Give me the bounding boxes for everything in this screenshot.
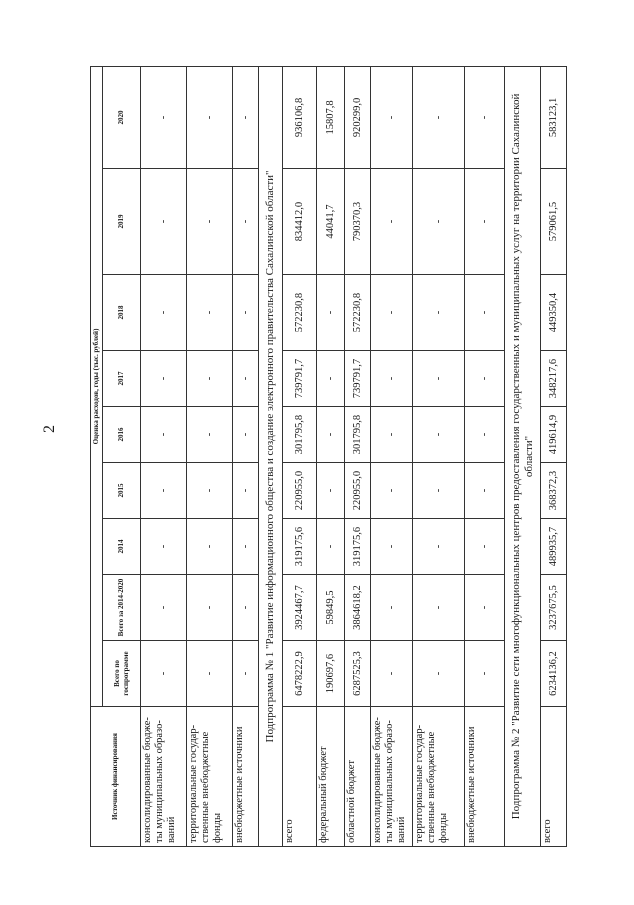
value-cell: 572230,8 bbox=[345, 275, 371, 351]
col-header: Всего по госпрограмме bbox=[103, 641, 141, 707]
financing-table bbox=[90, 66, 567, 847]
subprogram-title-row bbox=[259, 66, 283, 846]
value-cell: - bbox=[141, 641, 187, 707]
value-cell: - bbox=[317, 351, 345, 407]
table-row bbox=[141, 66, 187, 846]
value-cell: - bbox=[141, 575, 187, 641]
value-cell: - bbox=[187, 519, 233, 575]
row-label: внебюджетные источники bbox=[465, 707, 505, 847]
table-row bbox=[187, 66, 233, 846]
value-cell: - bbox=[317, 407, 345, 463]
value-cell: - bbox=[187, 275, 233, 351]
value-cell: - bbox=[141, 275, 187, 351]
value-cell: 319175,6 bbox=[345, 519, 371, 575]
value-cell: - bbox=[317, 519, 345, 575]
value-cell: - bbox=[233, 275, 259, 351]
value-cell: - bbox=[465, 169, 505, 275]
value-cell: 368372,3 bbox=[541, 463, 567, 519]
value-cell: - bbox=[413, 275, 465, 351]
row-label: всего bbox=[541, 707, 567, 847]
value-cell: - bbox=[187, 66, 233, 168]
col-header: Всего за 2014-2020 bbox=[103, 575, 141, 641]
value-cell: - bbox=[413, 575, 465, 641]
value-cell: - bbox=[233, 169, 259, 275]
value-cell: - bbox=[317, 275, 345, 351]
value-cell: - bbox=[371, 275, 413, 351]
value-cell: - bbox=[465, 275, 505, 351]
value-cell: - bbox=[233, 351, 259, 407]
value-cell: 190697,6 bbox=[317, 641, 345, 707]
value-cell: 936106,8 bbox=[283, 66, 317, 168]
row-label: территориальные государ-ственные внебюджетные фонды bbox=[413, 707, 465, 847]
value-cell: - bbox=[371, 641, 413, 707]
col-header: 2016 bbox=[103, 407, 141, 463]
value-cell: 6478222,9 bbox=[283, 641, 317, 707]
value-cell: 583123,1 bbox=[541, 66, 567, 168]
value-cell: - bbox=[465, 66, 505, 168]
value-cell: - bbox=[413, 351, 465, 407]
value-cell: - bbox=[187, 407, 233, 463]
row-label: внебюджетные источники bbox=[233, 707, 259, 847]
table-row bbox=[233, 66, 259, 846]
value-cell: - bbox=[371, 519, 413, 575]
value-cell: - bbox=[233, 407, 259, 463]
value-cell: - bbox=[413, 407, 465, 463]
value-cell: - bbox=[141, 66, 187, 168]
estimate-header: Оценка расходов, годы (тыс. рублей) bbox=[91, 66, 103, 706]
value-cell: - bbox=[317, 463, 345, 519]
value-cell: - bbox=[371, 351, 413, 407]
value-cell: - bbox=[371, 575, 413, 641]
value-cell: - bbox=[187, 351, 233, 407]
value-cell: - bbox=[371, 407, 413, 463]
value-cell: 44041,7 bbox=[317, 169, 345, 275]
value-cell: 739791,7 bbox=[283, 351, 317, 407]
table-row bbox=[413, 66, 465, 846]
table-row bbox=[345, 66, 371, 846]
value-cell: - bbox=[233, 575, 259, 641]
row-label: всего bbox=[283, 707, 317, 847]
source-header: Источник финансирования bbox=[91, 707, 141, 847]
table-row bbox=[317, 66, 345, 846]
value-cell: 220955,0 bbox=[345, 463, 371, 519]
value-cell: 790370,3 bbox=[345, 169, 371, 275]
value-cell: 3864618,2 bbox=[345, 575, 371, 641]
col-header: 2020 bbox=[103, 66, 141, 168]
value-cell: 6234136,2 bbox=[541, 641, 567, 707]
table-row bbox=[541, 66, 567, 846]
value-cell: 920299,0 bbox=[345, 66, 371, 168]
value-cell: - bbox=[413, 519, 465, 575]
value-cell: - bbox=[465, 575, 505, 641]
value-cell: 3924467,7 bbox=[283, 575, 317, 641]
value-cell: - bbox=[371, 66, 413, 168]
value-cell: 739791,7 bbox=[345, 351, 371, 407]
value-cell: 301795,8 bbox=[345, 407, 371, 463]
table-row bbox=[283, 66, 317, 846]
value-cell: - bbox=[371, 169, 413, 275]
value-cell: 6287525,3 bbox=[345, 641, 371, 707]
value-cell: - bbox=[233, 66, 259, 168]
value-cell: 15807,8 bbox=[317, 66, 345, 168]
value-cell: - bbox=[413, 169, 465, 275]
row-label: консолидированные бюдже-ты муниципальных образо-ваний bbox=[371, 707, 413, 847]
subprogram-title: Подпрограмма № 2 "Развитие сети многофункциональных центров предоставления государственных и муниципальных услуг на территории Сахалинской области" bbox=[505, 66, 541, 846]
col-header: 2018 bbox=[103, 275, 141, 351]
value-cell: 59849,5 bbox=[317, 575, 345, 641]
value-cell: - bbox=[413, 66, 465, 168]
value-cell: 834412,0 bbox=[283, 169, 317, 275]
value-cell: - bbox=[371, 463, 413, 519]
value-cell: - bbox=[141, 519, 187, 575]
value-cell: - bbox=[465, 407, 505, 463]
value-cell: 319175,6 bbox=[283, 519, 317, 575]
value-cell: - bbox=[187, 575, 233, 641]
value-cell: 419614,9 bbox=[541, 407, 567, 463]
col-header: 2019 bbox=[103, 169, 141, 275]
value-cell: - bbox=[413, 463, 465, 519]
value-cell: - bbox=[465, 519, 505, 575]
value-cell: 220955,0 bbox=[283, 463, 317, 519]
value-cell: - bbox=[141, 169, 187, 275]
subprogram-title-row bbox=[505, 66, 541, 846]
table-row bbox=[371, 66, 413, 846]
financing-table-wrapper bbox=[90, 67, 559, 847]
row-label: федеральный бюджет bbox=[317, 707, 345, 847]
value-cell: - bbox=[233, 641, 259, 707]
value-cell: - bbox=[187, 641, 233, 707]
table-row bbox=[465, 66, 505, 846]
row-label: консолидированные бюдже-ты муниципальных образо-ваний bbox=[141, 707, 187, 847]
value-cell: - bbox=[187, 169, 233, 275]
value-cell: 579061,5 bbox=[541, 169, 567, 275]
col-header: 2015 bbox=[103, 463, 141, 519]
value-cell: 348217,6 bbox=[541, 351, 567, 407]
value-cell: - bbox=[465, 641, 505, 707]
value-cell: - bbox=[465, 351, 505, 407]
col-header: 2017 bbox=[103, 351, 141, 407]
value-cell: 3237675,5 bbox=[541, 575, 567, 641]
subprogram-title: Подпрограмма № 1 "Развитие информационного общества и создание электронного правительства Сахалинской области" bbox=[259, 66, 283, 846]
value-cell: - bbox=[187, 463, 233, 519]
value-cell: - bbox=[141, 407, 187, 463]
value-cell: - bbox=[233, 519, 259, 575]
value-cell: 489935,7 bbox=[541, 519, 567, 575]
col-header: 2014 bbox=[103, 519, 141, 575]
value-cell: 572230,8 bbox=[283, 275, 317, 351]
value-cell: - bbox=[141, 351, 187, 407]
value-cell: 301795,8 bbox=[283, 407, 317, 463]
value-cell: - bbox=[233, 463, 259, 519]
value-cell: - bbox=[465, 463, 505, 519]
value-cell: - bbox=[141, 463, 187, 519]
value-cell: 449350,4 bbox=[541, 275, 567, 351]
page-number: 2 bbox=[41, 425, 58, 433]
row-label: территориальные государ-ственные внебюджетные фонды bbox=[187, 707, 233, 847]
value-cell: - bbox=[413, 641, 465, 707]
row-label: областной бюджет bbox=[345, 707, 371, 847]
table-body bbox=[141, 66, 567, 846]
header-row-1 bbox=[91, 66, 103, 846]
